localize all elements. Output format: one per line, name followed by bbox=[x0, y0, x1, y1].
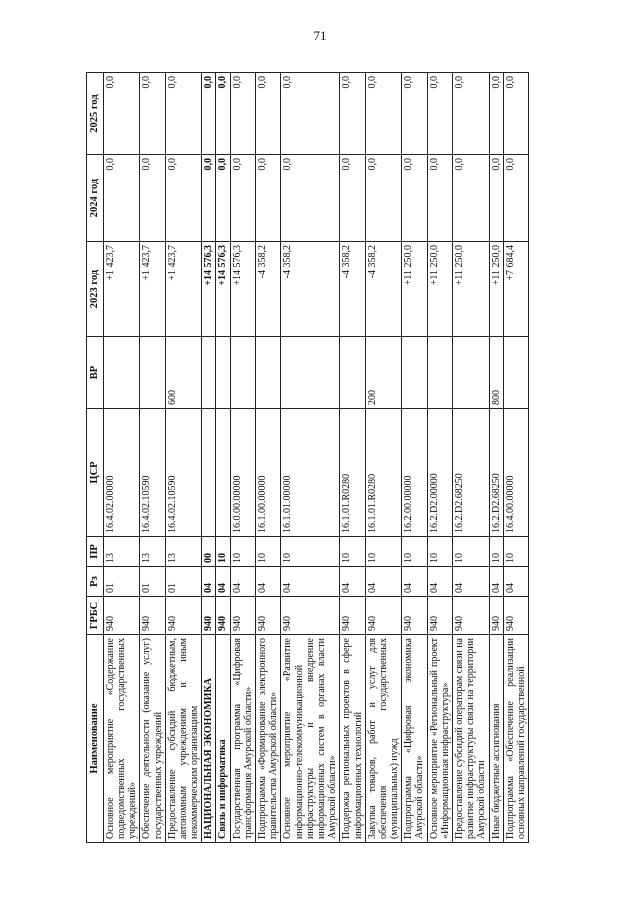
table-cell bbox=[103, 337, 140, 409]
table-cell: 04 bbox=[489, 567, 503, 597]
table-cell: 01 bbox=[103, 567, 140, 597]
table-cell: 16.2.D2.68250 bbox=[453, 409, 490, 537]
header-cell: 2025 год bbox=[87, 73, 104, 155]
table-cell: 04 bbox=[427, 567, 452, 597]
header-cell: Рз bbox=[87, 567, 104, 597]
table-cell: 04 bbox=[281, 567, 340, 597]
table-cell: 940 bbox=[140, 597, 165, 635]
row-name-cell: НАЦИОНАЛЬНАЯ ЭКОНОМИКА bbox=[202, 635, 216, 843]
table-cell: 13 bbox=[103, 537, 140, 567]
table-cell: 10 bbox=[230, 537, 255, 567]
table-cell: 16.0.00.00000 bbox=[230, 409, 255, 537]
table-cell: 0,0 bbox=[165, 73, 202, 155]
table-cell: 800 bbox=[489, 337, 503, 409]
table-row bbox=[256, 73, 281, 843]
row-name-cell: Иные бюджетные ассигнования bbox=[489, 635, 503, 843]
table-cell: 0,0 bbox=[103, 155, 140, 242]
table-cell bbox=[216, 337, 230, 409]
table-cell: 04 bbox=[365, 567, 402, 597]
table-cell: 0,0 bbox=[402, 155, 427, 242]
table-row bbox=[103, 73, 140, 843]
rotated-table-container bbox=[86, 73, 546, 843]
table-cell: 0,0 bbox=[427, 155, 452, 242]
row-name-cell: Основное мероприятие «Содержание подведомственных государственных учреждений» bbox=[103, 635, 140, 843]
table-cell: 0,0 bbox=[281, 73, 340, 155]
table-cell: 13 bbox=[165, 537, 202, 567]
table-cell: +11 250,0 bbox=[489, 242, 503, 337]
table-row bbox=[503, 73, 528, 843]
table-cell: +7 684,4 bbox=[503, 242, 528, 337]
table-cell bbox=[402, 337, 427, 409]
row-name-cell: Основное мероприятие «Региональный проект «Информационная инфраструктура» bbox=[427, 635, 452, 843]
table-cell: 940 bbox=[503, 597, 528, 635]
row-name-cell: Предоставление субсидий бюджетным, автономным учреждениям и иным некоммерческим организациям bbox=[165, 635, 202, 843]
table-cell: 0,0 bbox=[365, 155, 402, 242]
table-cell: 10 bbox=[340, 537, 365, 567]
table-cell bbox=[202, 409, 216, 537]
table-cell: 10 bbox=[281, 537, 340, 567]
table-cell: 0,0 bbox=[503, 155, 528, 242]
table-cell: 10 bbox=[216, 537, 230, 567]
table-row bbox=[140, 73, 165, 843]
row-name-cell: Поддержка региональных проектов в сфере информационных технологий bbox=[340, 635, 365, 843]
table-cell: 16.1.01.00000 bbox=[281, 409, 340, 537]
table-cell: 940 bbox=[402, 597, 427, 635]
table-cell: 16.1.01.R0280 bbox=[365, 409, 402, 537]
table-cell: 0,0 bbox=[140, 155, 165, 242]
header-cell: ПР bbox=[87, 537, 104, 567]
table-cell: 940 bbox=[165, 597, 202, 635]
table-row bbox=[340, 73, 365, 843]
table-cell: +1 423,7 bbox=[103, 242, 140, 337]
table-cell: 10 bbox=[256, 537, 281, 567]
table-cell: +14 576,3 bbox=[216, 242, 230, 337]
table-row bbox=[365, 73, 402, 843]
table-cell: 0,0 bbox=[340, 155, 365, 242]
table-cell: 940 bbox=[256, 597, 281, 635]
table-cell bbox=[256, 337, 281, 409]
table-cell: 0,0 bbox=[402, 73, 427, 155]
table-cell: 04 bbox=[340, 567, 365, 597]
header-cell: ВР bbox=[87, 337, 104, 409]
table-cell: -4 358,2 bbox=[256, 242, 281, 337]
table-row bbox=[216, 73, 230, 843]
page-number: 71 bbox=[313, 28, 327, 43]
table-cell: 940 bbox=[453, 597, 490, 635]
table-cell bbox=[453, 337, 490, 409]
table-cell: +1 423,7 bbox=[165, 242, 202, 337]
table-cell: 04 bbox=[402, 567, 427, 597]
table-cell: 04 bbox=[503, 567, 528, 597]
table-cell: -4 358,2 bbox=[340, 242, 365, 337]
table-cell: +14 576,3 bbox=[202, 242, 216, 337]
table-cell: 940 bbox=[216, 597, 230, 635]
row-name-cell: Подпрограмма «Цифровая экономика Амурской области» bbox=[402, 635, 427, 843]
header-cell: Наименование bbox=[87, 635, 104, 843]
table-cell: 0,0 bbox=[453, 155, 490, 242]
table-cell: 04 bbox=[202, 567, 216, 597]
table-cell: 04 bbox=[453, 567, 490, 597]
table-cell: 10 bbox=[489, 537, 503, 567]
table-cell: 10 bbox=[427, 537, 452, 567]
row-name-cell: Государственная программа «Цифровая трансформация Амурской области» bbox=[230, 635, 255, 843]
table-row bbox=[281, 73, 340, 843]
header-cell: ГРБС bbox=[87, 597, 104, 635]
table-row bbox=[202, 73, 216, 843]
table-cell: -4 358,2 bbox=[365, 242, 402, 337]
table-row bbox=[453, 73, 490, 843]
header-cell: 2023 год bbox=[87, 242, 104, 337]
header-cell: ЦСР bbox=[87, 409, 104, 537]
table-header-row bbox=[87, 73, 104, 843]
table-cell: 01 bbox=[165, 567, 202, 597]
table-cell: 0,0 bbox=[202, 73, 216, 155]
table-cell: 16.1.00.00000 bbox=[256, 409, 281, 537]
table-cell: 13 bbox=[140, 537, 165, 567]
table-cell: 0,0 bbox=[427, 73, 452, 155]
budget-table bbox=[86, 72, 529, 843]
table-cell: 940 bbox=[230, 597, 255, 635]
table-row bbox=[427, 73, 452, 843]
table-cell: 0,0 bbox=[489, 73, 503, 155]
table-cell bbox=[503, 337, 528, 409]
table-cell bbox=[216, 409, 230, 537]
row-name-cell: Подпрограмма «Формирование электронного правительства Амурской области» bbox=[256, 635, 281, 843]
table-cell: 940 bbox=[489, 597, 503, 635]
table-cell: 940 bbox=[281, 597, 340, 635]
table-cell: +1 423,7 bbox=[140, 242, 165, 337]
table-cell: 0,0 bbox=[202, 155, 216, 242]
table-cell: 04 bbox=[256, 567, 281, 597]
table-cell: 10 bbox=[503, 537, 528, 567]
table-cell: 0,0 bbox=[230, 73, 255, 155]
table-cell: 940 bbox=[365, 597, 402, 635]
table-cell: 940 bbox=[202, 597, 216, 635]
table-row bbox=[230, 73, 255, 843]
table-cell: 0,0 bbox=[165, 155, 202, 242]
table-cell: 0,0 bbox=[503, 73, 528, 155]
table-cell: 940 bbox=[340, 597, 365, 635]
table-cell bbox=[140, 337, 165, 409]
table-cell: 0,0 bbox=[365, 73, 402, 155]
table-cell: 0,0 bbox=[216, 73, 230, 155]
table-cell: 16.4.02.10590 bbox=[165, 409, 202, 537]
table-cell: +11 250,0 bbox=[453, 242, 490, 337]
table-cell: 0,0 bbox=[256, 73, 281, 155]
table-cell: 0,0 bbox=[340, 73, 365, 155]
table-cell bbox=[340, 337, 365, 409]
table-cell: 200 bbox=[365, 337, 402, 409]
row-name-cell: Связь и информатика bbox=[216, 635, 230, 843]
table-cell: 16.4.02.00000 bbox=[103, 409, 140, 537]
row-name-cell: Закупка товаров, работ и услуг для обеспечения государственных (муниципальных) нужд bbox=[365, 635, 402, 843]
row-name-cell: Предоставление субсидий операторам связи на развитие инфраструктуры связи на территории Амурской области bbox=[453, 635, 490, 843]
table-cell: 0,0 bbox=[256, 155, 281, 242]
table-cell: 16.2.D2.00000 bbox=[427, 409, 452, 537]
table-cell bbox=[427, 337, 452, 409]
table-cell: 0,0 bbox=[216, 155, 230, 242]
table-cell: 16.4.00.00000 bbox=[503, 409, 528, 537]
table-cell: 940 bbox=[427, 597, 452, 635]
table-cell: 16.1.01.R0280 bbox=[340, 409, 365, 537]
header-cell: 2024 год bbox=[87, 155, 104, 242]
table-cell: 0,0 bbox=[140, 73, 165, 155]
table-cell bbox=[202, 337, 216, 409]
table-cell: 01 bbox=[140, 567, 165, 597]
table-cell: 16.2.00.00000 bbox=[402, 409, 427, 537]
table-cell: 940 bbox=[103, 597, 140, 635]
table-cell: -4 358,2 bbox=[281, 242, 340, 337]
row-name-cell: Обеспечение деятельности (оказание услуг) государственных учреждений bbox=[140, 635, 165, 843]
table-cell: +11 250,0 bbox=[427, 242, 452, 337]
table-row bbox=[165, 73, 202, 843]
table-cell: 10 bbox=[365, 537, 402, 567]
table-cell bbox=[230, 337, 255, 409]
table-cell: 10 bbox=[453, 537, 490, 567]
table-cell: +11 250,0 bbox=[402, 242, 427, 337]
table-cell: 0,0 bbox=[281, 155, 340, 242]
row-name-cell: Подпрограмма «Обеспечение реализации основных направлений государственной bbox=[503, 635, 528, 843]
table-cell: 00 bbox=[202, 537, 216, 567]
table-cell bbox=[281, 337, 340, 409]
row-name-cell: Основное мероприятие «Развитие информационно-телекоммуникационной инфраструктуры и внедрение информационных систем в органах власти Амурской области» bbox=[281, 635, 340, 843]
table-cell: 0,0 bbox=[230, 155, 255, 242]
table-cell: 04 bbox=[230, 567, 255, 597]
table-cell: 0,0 bbox=[103, 73, 140, 155]
table-cell: 0,0 bbox=[489, 155, 503, 242]
table-cell: 10 bbox=[402, 537, 427, 567]
table-cell: 0,0 bbox=[453, 73, 490, 155]
table-row bbox=[402, 73, 427, 843]
table-row bbox=[489, 73, 503, 843]
table-cell: 600 bbox=[165, 337, 202, 409]
table-cell: 16.2.D2.68250 bbox=[489, 409, 503, 537]
table-cell: +14 576,3 bbox=[230, 242, 255, 337]
table-body bbox=[103, 73, 528, 843]
table-cell: 04 bbox=[216, 567, 230, 597]
table-cell: 16.4.02.10590 bbox=[140, 409, 165, 537]
